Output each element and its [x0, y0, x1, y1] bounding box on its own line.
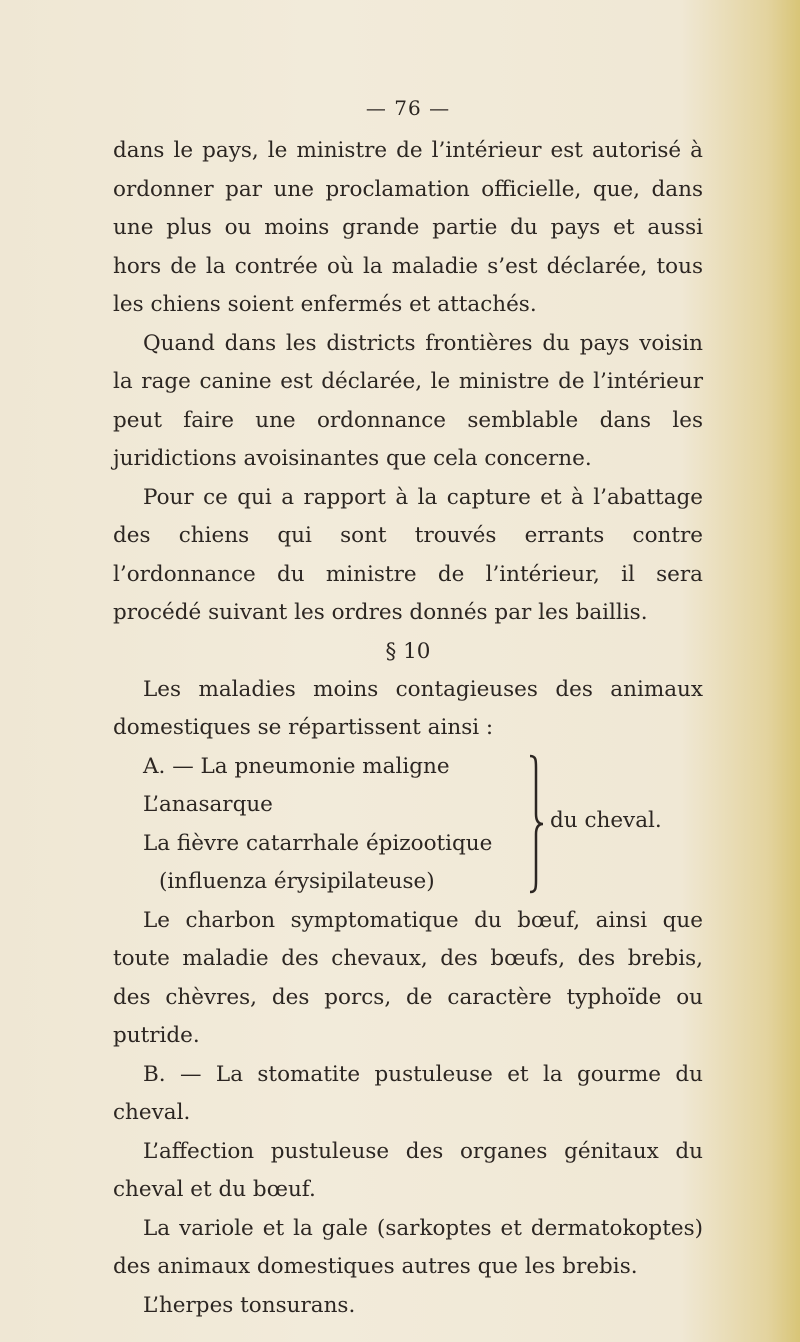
disease-list-a [113, 748, 703, 902]
paragraph-charbon: Le charbon symptomatique du bœuf, ainsi que toute maladie des chevaux, des bœufs, des brebis, des chèvres, des porcs, de caractère typhoïde ou putride. [113, 907, 703, 1048]
brace-label: du cheval. [550, 807, 662, 833]
paragraph-herpes: L’herpes tonsurans. [143, 1292, 356, 1318]
page-content [113, 88, 703, 1325]
page-number: — 76 — [365, 96, 451, 120]
paragraph-continuation: dans le pays, le ministre de l’intérieur est autorisé à ordonner par une proclamation officielle, que, dans une plus ou moins grande partie du pays et aussi hors de la contrée où la maladie s’est déclarée, tous les chiens soient enfermés et attachés. [113, 138, 703, 317]
paragraph-stomatite: B. — La stomatite pustuleuse et la gourme du cheval. [113, 1061, 703, 1125]
section-heading: § 10 [385, 638, 431, 664]
paragraph-rage-canine: Quand dans les districts frontières du pays voisin la rage canine est déclarée, le ministre de l’intérieur peut faire une ordonnance semblable dans les juridictions avoisinantes que cela concerne. [113, 330, 703, 471]
paragraph-intro: Les maladies moins contagieuses des animaux domestiques se répartissent ainsi : [113, 676, 703, 740]
paragraph-variole: La variole et la gale (sarkoptes et dermatokoptes) des animaux domestiques autres que les brebis. [113, 1215, 703, 1279]
curly-brace-icon [528, 754, 546, 894]
disease-list-items [143, 748, 523, 902]
paragraph-capture: Pour ce qui a rapport à la capture et à l’abattage des chiens qui sont trouvés errants contre l’ordonnance du ministre de l’intérieur, il sera procédé suivant les ordres donnés par les baillis. [113, 484, 703, 625]
list-item: A. — La pneumonie maligne [143, 753, 450, 779]
list-item: (influenza érysipilateuse) [159, 869, 435, 894]
list-item: L’anasarque [143, 792, 273, 817]
list-item: La fièvre catarrhale épizootique [143, 830, 493, 856]
paragraph-affection: L’affection pustuleuse des organes génitaux du cheval et du bœuf. [113, 1138, 703, 1202]
